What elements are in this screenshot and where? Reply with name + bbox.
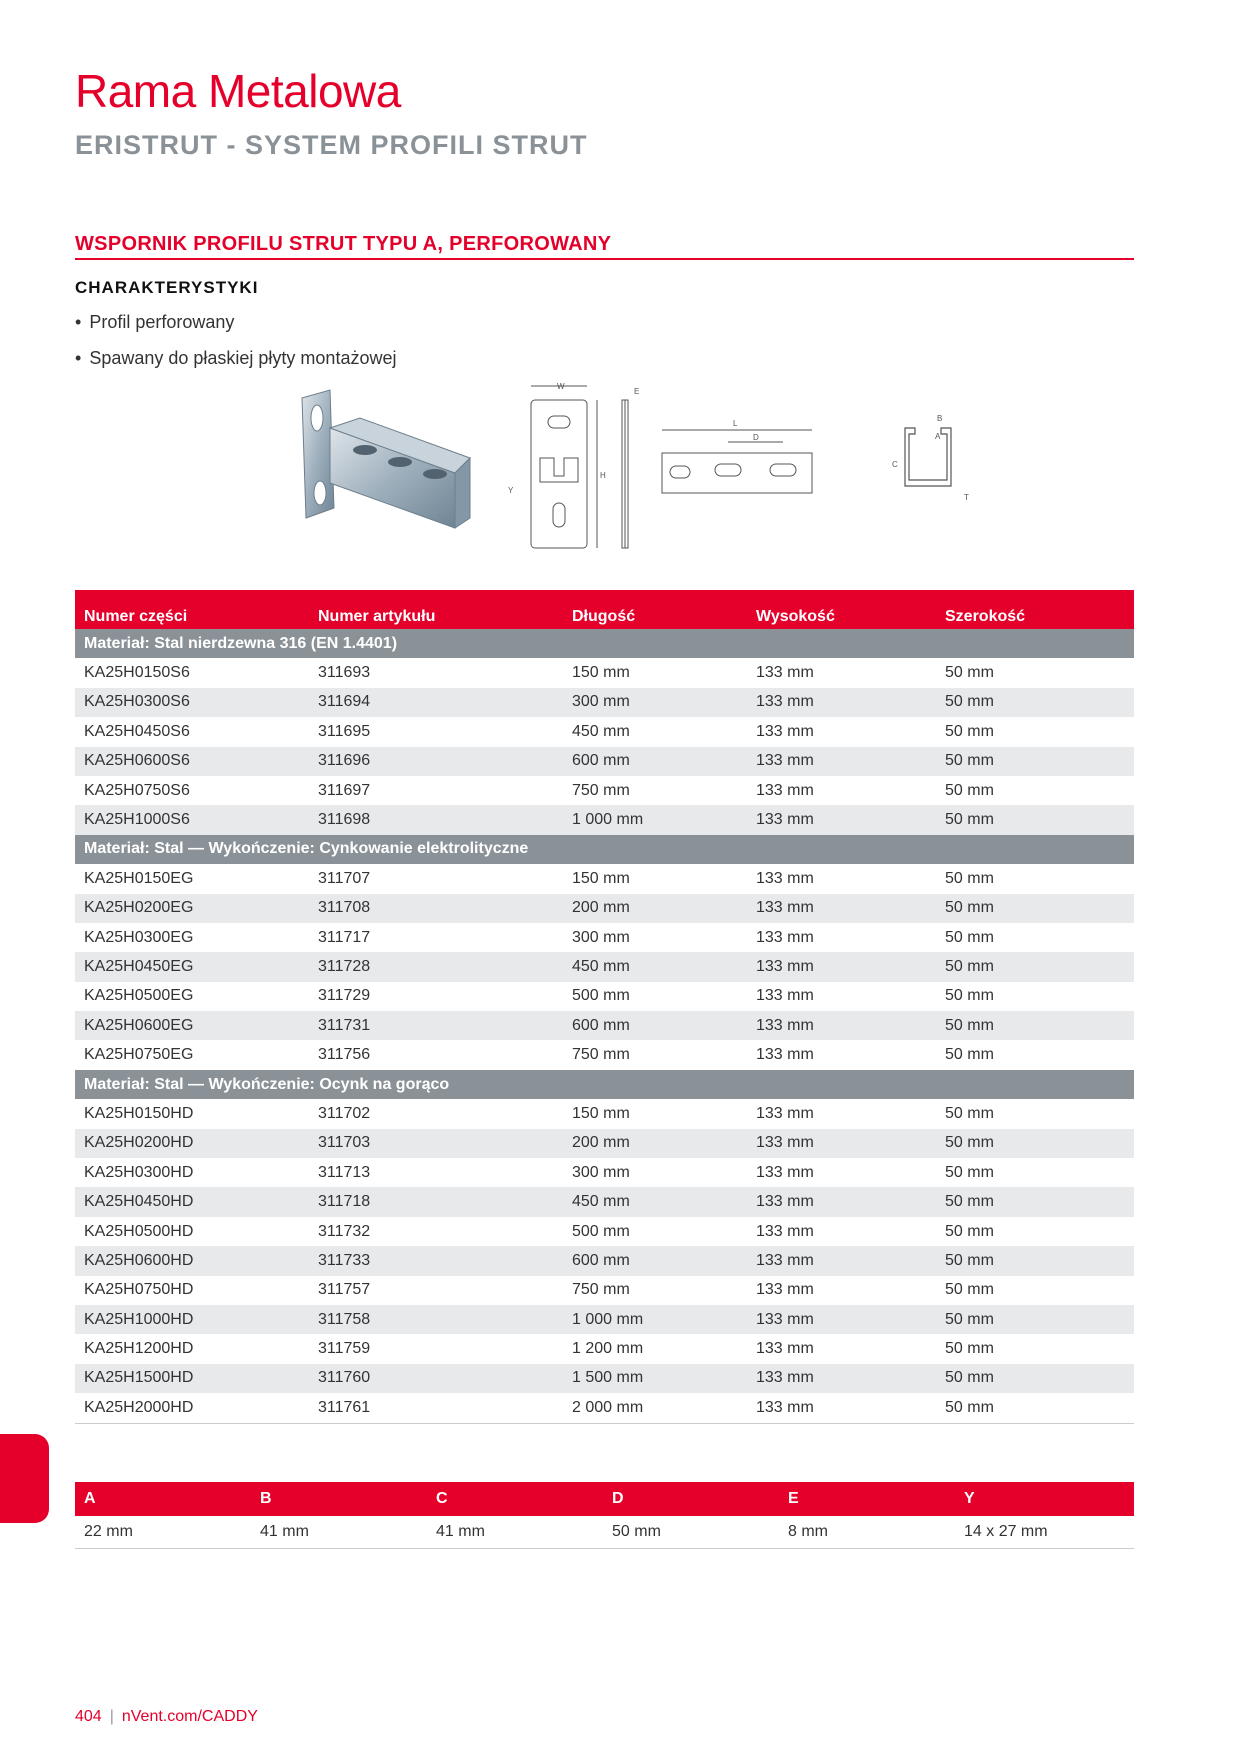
- table-cell: KA25H0300S6: [75, 688, 309, 717]
- table-body: [75, 629, 1134, 1423]
- table-cell: 133 mm: [747, 1129, 936, 1158]
- table-cell: 311757: [309, 1276, 563, 1305]
- dim-header: B: [251, 1482, 427, 1516]
- dim-header: A: [75, 1482, 251, 1516]
- bullet-item: • Profil perforowany: [75, 308, 396, 344]
- table-cell: 133 mm: [747, 1187, 936, 1216]
- label-e: E: [634, 387, 640, 396]
- col-header: Wysokość: [747, 590, 936, 629]
- table-row: [75, 1334, 1134, 1363]
- table-cell: KA25H0200EG: [75, 894, 309, 923]
- table-cell: KA25H0450HD: [75, 1187, 309, 1216]
- table-cell: 133 mm: [747, 1393, 936, 1423]
- table-cell: 133 mm: [747, 1364, 936, 1393]
- section-divider: [75, 258, 1134, 260]
- table-cell: 50 mm: [936, 1099, 1134, 1128]
- material-group-row: [75, 835, 1134, 864]
- table-cell: 311718: [309, 1187, 563, 1216]
- dim-header: E: [779, 1482, 955, 1516]
- table-cell: 50 mm: [936, 952, 1134, 981]
- table-cell: KA25H0300HD: [75, 1158, 309, 1187]
- table-cell: 1 000 mm: [563, 805, 747, 834]
- table-cell: 750 mm: [572, 781, 630, 799]
- table-row: [75, 1011, 1134, 1040]
- label-h: H: [600, 471, 606, 480]
- table-header-row: [75, 590, 1134, 629]
- table-cell: KA25H0150EG: [75, 864, 309, 893]
- table-cell: 133 mm: [756, 722, 814, 740]
- table-cell: 311732: [309, 1217, 563, 1246]
- table-cell: 133 mm: [747, 1276, 936, 1305]
- table-cell: 300 mm: [563, 1158, 747, 1187]
- material-group-label: Materiał: Stal — Wykończenie: Cynkowanie elektrolityczne: [75, 835, 1134, 864]
- table-cell: KA25H0450EG: [75, 952, 309, 981]
- table-cell: 311761: [309, 1393, 563, 1423]
- table-row: [75, 1129, 1134, 1158]
- table-cell: 50 mm: [936, 1011, 1134, 1040]
- table-cell: 133 mm: [747, 1305, 936, 1334]
- page-subtitle: ERISTRUT - SYSTEM PROFILI STRUT: [75, 130, 588, 160]
- dim-value: 22 mm: [75, 1516, 251, 1549]
- side-view-drawing: [662, 430, 812, 493]
- table-cell: KA25H1000S6: [75, 805, 309, 834]
- table-row: [75, 805, 1134, 834]
- label-w: W: [557, 382, 565, 391]
- bullet-item: • Spawany do płaskiej płyty montażowej: [75, 344, 396, 380]
- table-cell: 133 mm: [747, 894, 936, 923]
- table-row: [75, 864, 1134, 893]
- dim-header: D: [603, 1482, 779, 1516]
- table-cell: 133 mm: [747, 1217, 936, 1246]
- footer: [75, 1708, 258, 1726]
- table-cell: 311708: [309, 894, 563, 923]
- dimensions-table: [75, 1482, 1134, 1549]
- table-cell: KA25H0500HD: [75, 1217, 309, 1246]
- table-cell: 50 mm: [936, 805, 1134, 834]
- table-cell: 311698: [309, 805, 563, 834]
- table-cell: 600 mm: [563, 1246, 747, 1275]
- table-cell: 133 mm: [756, 664, 814, 682]
- table-cell: 50 mm: [936, 864, 1134, 893]
- table-cell: 50 mm: [936, 1276, 1134, 1305]
- table-row: [75, 1158, 1134, 1187]
- material-group-label: Materiał: Stal — Wykończenie: Ocynk na gorąco: [75, 1070, 1134, 1099]
- table-cell: 311759: [309, 1334, 563, 1363]
- table-cell: 1 200 mm: [563, 1334, 747, 1363]
- table-cell: 133 mm: [747, 1158, 936, 1187]
- table-cell: 311728: [309, 952, 563, 981]
- label-a: A: [935, 432, 941, 441]
- table-row: [75, 1187, 1134, 1216]
- table-cell: KA25H0750EG: [75, 1040, 309, 1069]
- table-row: [75, 1276, 1134, 1305]
- material-group-label: Materiał: Stal nierdzewna 316 (EN 1.4401): [75, 629, 1134, 658]
- table-cell: 500 mm: [563, 982, 747, 1011]
- chapter-tab: [0, 1434, 49, 1523]
- table-cell: 311717: [309, 923, 563, 952]
- table-cell: 133 mm: [747, 952, 936, 981]
- table-cell: 600 mm: [563, 1011, 747, 1040]
- table-cell: 311729: [309, 982, 563, 1011]
- parts-table: [75, 590, 1134, 1424]
- table-cell: 50 mm: [936, 1246, 1134, 1275]
- table-cell: 450 mm: [572, 722, 630, 740]
- table-row: [75, 688, 1134, 717]
- table-cell: 133 mm: [747, 1246, 936, 1275]
- bracket-photo: [302, 390, 470, 528]
- material-group-row: [75, 629, 1134, 658]
- table-cell: 750 mm: [563, 1276, 747, 1305]
- page-title: Rama Metalowa: [75, 65, 401, 117]
- table-row: [75, 982, 1134, 1011]
- table-cell: 311697: [318, 781, 371, 799]
- table-cell: 311695: [318, 722, 371, 740]
- table-cell: 311703: [309, 1129, 563, 1158]
- table-cell: 50 mm: [936, 894, 1134, 923]
- table-cell: 50 mm: [936, 1040, 1134, 1069]
- characteristics-list: [75, 308, 396, 380]
- table-cell: KA25H0200HD: [75, 1129, 309, 1158]
- table-cell: 133 mm: [747, 805, 936, 834]
- table-cell: 133 mm: [747, 1334, 936, 1363]
- table-cell: 133 mm: [747, 864, 936, 893]
- table-cell: 133 mm: [747, 688, 936, 717]
- dim-value: 41 mm: [427, 1516, 603, 1549]
- table-cell: 50 mm: [936, 1334, 1134, 1363]
- table-cell: 450 mm: [563, 952, 747, 981]
- table-row: [75, 717, 1134, 746]
- label-c: C: [892, 460, 898, 469]
- dim-value: 41 mm: [251, 1516, 427, 1549]
- label-y: Y: [508, 486, 514, 495]
- table-cell: 311693: [318, 664, 371, 682]
- dim-value: 8 mm: [779, 1516, 955, 1549]
- table-cell: 50 mm: [936, 1217, 1134, 1246]
- table-cell: 600 mm: [563, 747, 747, 776]
- table-cell: 311713: [309, 1158, 563, 1187]
- table-cell: 50 mm: [945, 781, 994, 799]
- material-group-row: [75, 1070, 1134, 1099]
- characteristics-heading: CHARAKTERYSTYKI: [75, 278, 259, 297]
- table-cell: 450 mm: [563, 1187, 747, 1216]
- table-cell: KA25H0500EG: [75, 982, 309, 1011]
- label-b: B: [937, 414, 943, 423]
- table-cell: 50 mm: [936, 1187, 1134, 1216]
- table-cell: 50 mm: [945, 722, 994, 740]
- table-row: [75, 1246, 1134, 1275]
- table-cell: 150 mm: [563, 864, 747, 893]
- table-cell: 50 mm: [936, 1158, 1134, 1187]
- table-row: [75, 1364, 1134, 1393]
- table-cell: 133 mm: [747, 1011, 936, 1040]
- table-cell: 50 mm: [936, 982, 1134, 1011]
- table-cell: 50 mm: [936, 747, 1134, 776]
- table-cell: 50 mm: [936, 1305, 1134, 1334]
- table-row: [75, 923, 1134, 952]
- dims-value-row: [75, 1516, 1134, 1549]
- table-cell: 133 mm: [747, 1099, 936, 1128]
- table-cell: 50 mm: [936, 1364, 1134, 1393]
- table-cell: 1 500 mm: [563, 1364, 747, 1393]
- table-cell: KA25H0150S6: [84, 664, 190, 682]
- table-cell: KA25H0150HD: [75, 1099, 309, 1128]
- col-header: Długość: [563, 590, 747, 629]
- col-header: Numer części: [75, 590, 309, 629]
- table-cell: 50 mm: [936, 923, 1134, 952]
- table-cell: 311707: [309, 864, 563, 893]
- table-cell: 750 mm: [563, 1040, 747, 1069]
- table-cell: 311702: [309, 1099, 563, 1128]
- table-cell: KA25H0750S6: [84, 781, 190, 799]
- table-cell: KA25H0600EG: [75, 1011, 309, 1040]
- table-row: [75, 658, 1134, 687]
- table-cell: 300 mm: [563, 688, 747, 717]
- dim-header: Y: [955, 1482, 1134, 1516]
- table-cell: 300 mm: [563, 923, 747, 952]
- table-row: [75, 1393, 1134, 1423]
- dim-value: 14 x 27 mm: [955, 1516, 1134, 1549]
- cross-section-drawing: [905, 428, 951, 486]
- table-cell: 311756: [309, 1040, 563, 1069]
- footer-site-link[interactable]: nVent.com/CADDY: [121, 1708, 258, 1725]
- table-row: [75, 1040, 1134, 1069]
- table-cell: 50 mm: [936, 1129, 1134, 1158]
- table-cell: 50 mm: [936, 688, 1134, 717]
- table-row: [75, 952, 1134, 981]
- table-row: [75, 776, 1134, 805]
- table-cell: 133 mm: [747, 982, 936, 1011]
- dim-header: C: [427, 1482, 603, 1516]
- table-row: [75, 747, 1134, 776]
- table-row: [75, 894, 1134, 923]
- table-cell: KA25H0600HD: [75, 1246, 309, 1275]
- table-cell: 500 mm: [563, 1217, 747, 1246]
- footer-separator: |: [109, 1708, 114, 1725]
- table-cell: 133 mm: [747, 923, 936, 952]
- dims-header-row: [75, 1482, 1134, 1516]
- table-cell: 200 mm: [563, 1129, 747, 1158]
- table-cell: KA25H0300EG: [75, 923, 309, 952]
- col-header: Numer artykułu: [309, 590, 563, 629]
- table-cell: KA25H1500HD: [75, 1364, 309, 1393]
- table-cell: 50 mm: [945, 664, 994, 682]
- col-header: Szerokość: [936, 590, 1134, 629]
- table-cell: 311694: [309, 688, 563, 717]
- label-l: L: [733, 419, 738, 428]
- table-cell: 133 mm: [756, 781, 814, 799]
- table-cell: 50 mm: [936, 1393, 1134, 1423]
- page-number: 404: [75, 1708, 102, 1725]
- table-cell: 311696: [309, 747, 563, 776]
- table-cell: 150 mm: [572, 664, 630, 682]
- section-title: WSPORNIK PROFILU STRUT TYPU A, PERFOROWANY: [75, 233, 612, 255]
- table-row: [75, 1217, 1134, 1246]
- table-cell: 133 mm: [747, 747, 936, 776]
- table-cell: KA25H0600S6: [75, 747, 309, 776]
- table-cell: 311760: [309, 1364, 563, 1393]
- table-cell: KA25H0750HD: [75, 1276, 309, 1305]
- product-figures: [270, 378, 1090, 568]
- table-cell: KA25H0450S6: [84, 722, 190, 740]
- table-cell: KA25H1200HD: [75, 1334, 309, 1363]
- dim-value: 50 mm: [603, 1516, 779, 1549]
- front-view-drawing: [531, 386, 628, 548]
- table-cell: 311731: [309, 1011, 563, 1040]
- table-row: [75, 1099, 1134, 1128]
- table-cell: 1 000 mm: [563, 1305, 747, 1334]
- table-cell: KA25H1000HD: [75, 1305, 309, 1334]
- label-d: D: [753, 433, 759, 442]
- table-cell: 200 mm: [563, 894, 747, 923]
- table-cell: 133 mm: [747, 1040, 936, 1069]
- table-row: [75, 1305, 1134, 1334]
- table-cell: 311758: [309, 1305, 563, 1334]
- table-cell: 311733: [309, 1246, 563, 1275]
- table-cell: 2 000 mm: [563, 1393, 747, 1423]
- label-t: T: [964, 493, 969, 502]
- table-cell: 150 mm: [563, 1099, 747, 1128]
- table-cell: KA25H2000HD: [75, 1393, 309, 1423]
